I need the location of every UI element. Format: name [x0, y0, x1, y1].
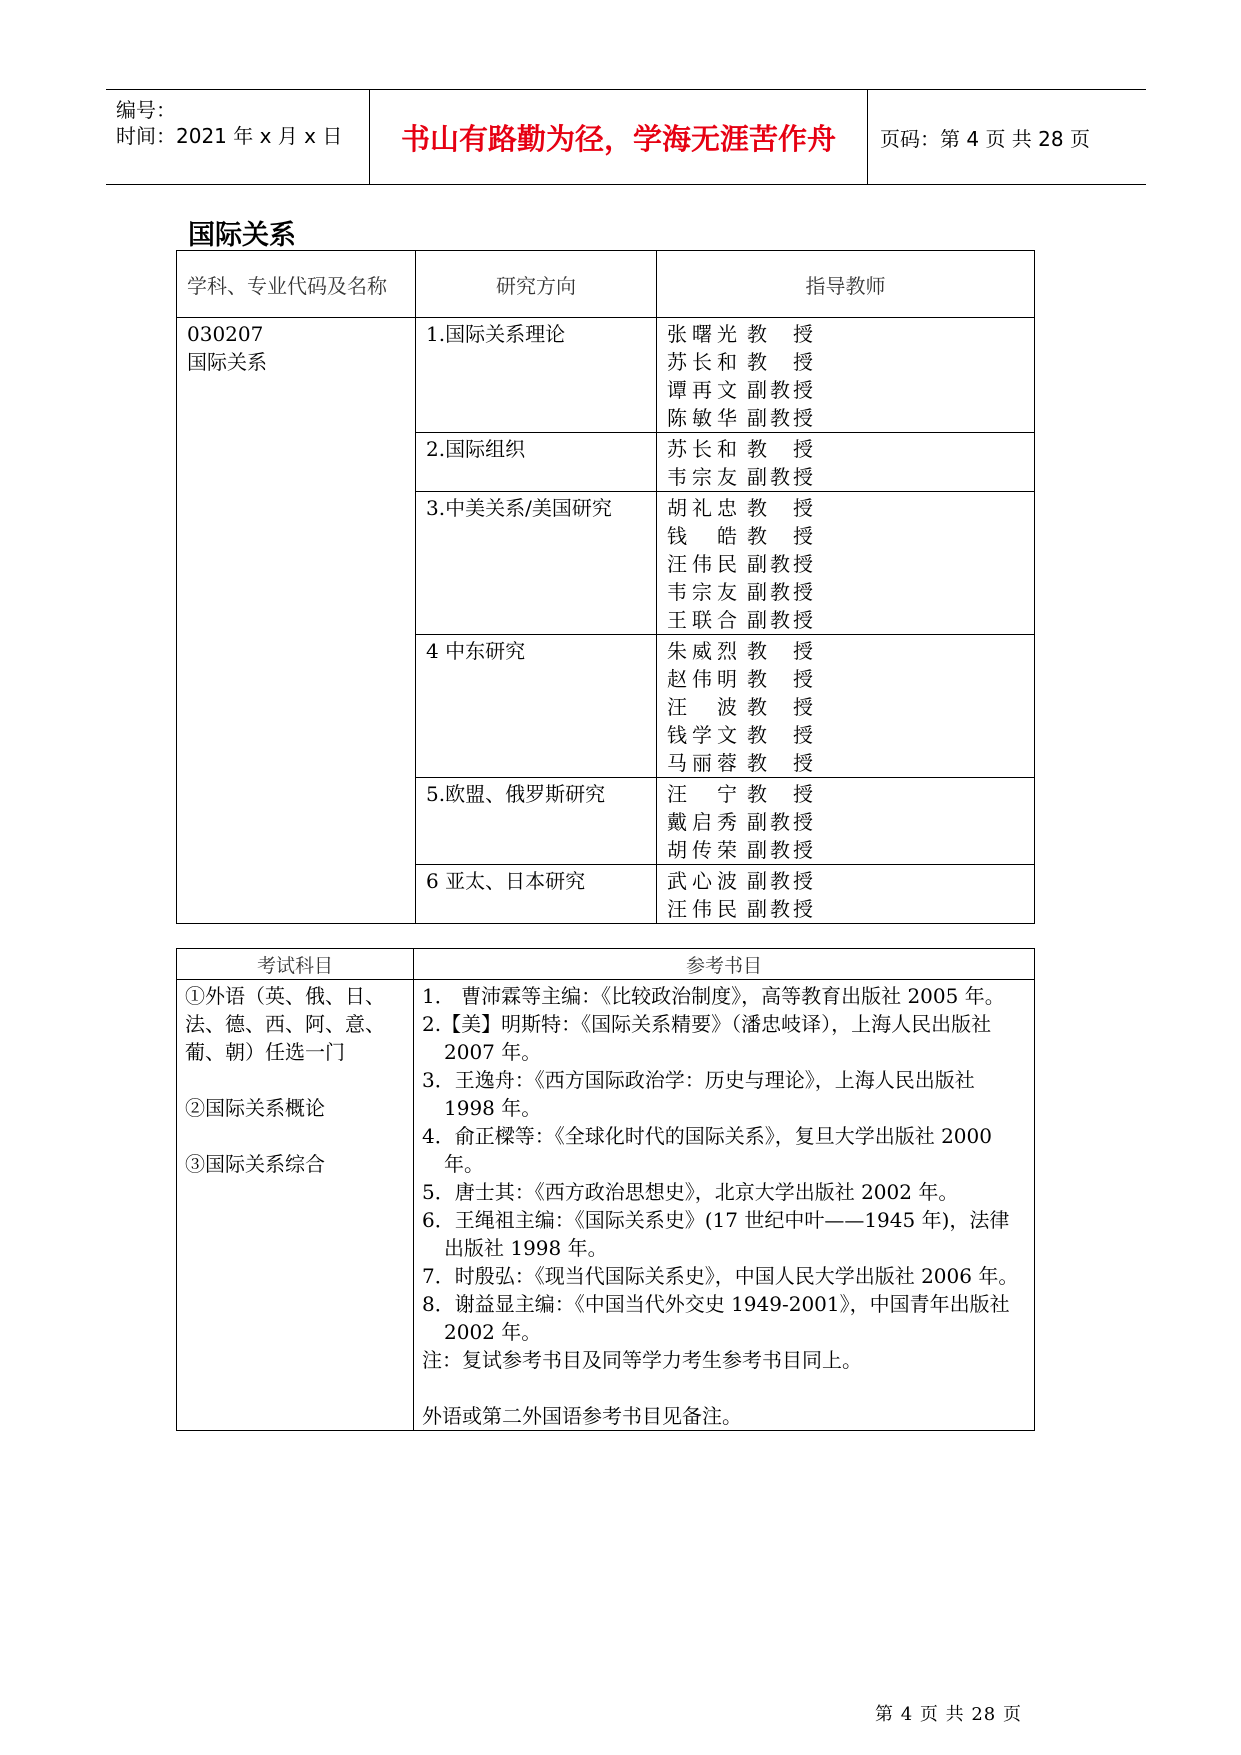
header-advisor: 指导教师: [657, 251, 1035, 318]
advisor-title: 教 授: [747, 751, 813, 775]
advisor-entry: [667, 463, 1024, 491]
advisor-title: 副教授: [747, 608, 813, 632]
advisor-name: 胡礼忠: [667, 496, 737, 520]
advisor-title: 教 授: [747, 695, 813, 719]
header-exam-subjects: 考试科目: [177, 949, 414, 980]
advisor-name: 武心波: [667, 869, 737, 893]
advisor-name: 韦宗友: [667, 465, 737, 489]
subjects-cell: [177, 980, 414, 1431]
foreign-language-note: 外语或第二外国语参考书目见备注。: [422, 1404, 742, 1428]
advisor-entry: [667, 348, 1024, 376]
advisor-name: 谭再文: [667, 378, 737, 402]
advisors-cell: [657, 778, 1035, 865]
advisor-entry: [667, 749, 1024, 777]
advisor-name: 汪伟民: [667, 897, 737, 921]
subject-item: ②国际关系概论: [185, 1096, 325, 1120]
advisor-entry: [667, 320, 1024, 348]
header-references: 参考书目: [414, 949, 1035, 980]
reference-item: 4．俞正樑等：《全球化时代的国际关系》，复旦大学出版社 2000 年。: [422, 1124, 992, 1176]
advisor-title: 副教授: [747, 378, 813, 402]
advisor-name: 汪 波: [667, 695, 737, 719]
advisor-table: [176, 250, 1035, 924]
reference-item: 2.【美】明斯特：《国际关系精要》（潘忠岐译），上海人民出版社 2007 年。: [422, 1012, 992, 1064]
reference-item: 8．谢益显主编：《中国当代外交史 1949-2001》，中国青年出版社 2002 年。: [422, 1292, 1010, 1344]
advisors-cell: [657, 865, 1035, 924]
direction-label: 1.国际关系理论: [416, 318, 657, 433]
direction-label: 6 亚太、日本研究: [416, 865, 657, 924]
advisor-title: 教 授: [747, 350, 813, 374]
advisors-cell: [657, 433, 1035, 492]
advisor-entry: [667, 550, 1024, 578]
subject-item: ①外语（英、俄、日、法、德、西、阿、意、葡、朝）任选一门: [185, 984, 385, 1064]
major-code: 030207: [187, 322, 264, 346]
direction-label: 4 中东研究: [416, 635, 657, 778]
header-page-cell: [868, 90, 1146, 184]
advisor-title: 教 授: [747, 667, 813, 691]
advisor-entry: [667, 376, 1024, 404]
advisor-title: 副教授: [747, 406, 813, 430]
advisor-name: 陈敏华: [667, 406, 737, 430]
advisor-entry: [667, 808, 1024, 836]
advisor-name: 戴启秀: [667, 810, 737, 834]
advisor-name: 钱学文: [667, 723, 737, 747]
advisor-title: 副教授: [747, 897, 813, 921]
advisor-title: 教 授: [747, 723, 813, 747]
advisor-entry: [667, 895, 1024, 923]
advisor-title: 教 授: [747, 782, 813, 806]
advisor-name: 苏长和: [667, 350, 737, 374]
reference-item: 6．王绳祖主编：《国际关系史》(17 世纪中叶——1945 年)，法律出版社 1998 年。: [422, 1208, 1010, 1260]
advisor-name: 朱威烈: [667, 639, 737, 663]
advisors-cell: [657, 318, 1035, 433]
advisor-entry: [667, 867, 1024, 895]
advisor-name: 张曙光: [667, 322, 737, 346]
advisor-title: 副教授: [747, 838, 813, 862]
reference-item: 1． 曹沛霖等主编：《比较政治制度》，高等教育出版社 2005 年。: [422, 984, 1005, 1008]
advisor-title: 教 授: [747, 524, 813, 548]
advisor-entry: [667, 494, 1024, 522]
subject-item: ③国际关系综合: [185, 1152, 325, 1176]
page-header: [106, 89, 1146, 185]
advisor-entry: [667, 522, 1024, 550]
advisor-name: 汪 宁: [667, 782, 737, 806]
advisor-name: 苏长和: [667, 437, 737, 461]
advisor-name: 马丽蓉: [667, 751, 737, 775]
advisor-table-body: [177, 318, 1035, 924]
advisor-entry: [667, 693, 1024, 721]
motto: 书山有路勤为径，学海无涯苦作舟: [400, 121, 836, 156]
advisor-title: 副教授: [747, 580, 813, 604]
direction-label: 3.中美关系/美国研究: [416, 492, 657, 635]
direction-label: 5.欧盟、俄罗斯研究: [416, 778, 657, 865]
advisors-cell: [657, 635, 1035, 778]
advisors-cell: [657, 492, 1035, 635]
advisor-name: 钱 皓: [667, 524, 737, 548]
advisor-title: 教 授: [747, 437, 813, 461]
page-footer: 第 4 页 共 28 页: [875, 1704, 1022, 1725]
major-cell: [177, 318, 416, 924]
reference-item: 3．王逸舟：《西方国际政治学：历史与理论》，上海人民出版社 1998 年。: [422, 1068, 975, 1120]
page-title: 国际关系: [188, 220, 296, 251]
header-info-cell: [106, 90, 370, 184]
reference-item: 7．时殷弘：《现当代国际关系史》，中国人民大学出版社 2006 年。: [422, 1264, 1019, 1288]
advisor-entry: [667, 836, 1024, 864]
direction-label: 2.国际组织: [416, 433, 657, 492]
advisor-title: 教 授: [747, 322, 813, 346]
advisor-name: 韦宗友: [667, 580, 737, 604]
direction-row: [177, 318, 1035, 433]
page-info: 页码：第 4 页 共 28 页: [880, 126, 1090, 151]
major-name: 国际关系: [187, 350, 267, 374]
advisor-title: 副教授: [747, 552, 813, 576]
advisor-entry: [667, 404, 1024, 432]
advisor-table-header: [177, 251, 1035, 318]
reference-item: 5．唐士其：《西方政治思想史》，北京大学出版社 2002 年。: [422, 1180, 959, 1204]
advisor-entry: [667, 578, 1024, 606]
advisor-entry: [667, 665, 1024, 693]
advisor-title: 教 授: [747, 496, 813, 520]
advisor-name: 赵伟明: [667, 667, 737, 691]
references-cell: [414, 980, 1035, 1431]
exam-table-row: [177, 980, 1035, 1431]
time-label: 时间：2021 年 x 月 x 日: [116, 124, 343, 148]
advisor-title: 教 授: [747, 639, 813, 663]
advisor-name: 王联合: [667, 608, 737, 632]
advisor-entry: [667, 721, 1024, 749]
advisor-title: 副教授: [747, 869, 813, 893]
advisor-entry: [667, 435, 1024, 463]
advisor-title: 副教授: [747, 810, 813, 834]
header-motto-cell: [370, 90, 868, 184]
advisor-name: 汪伟民: [667, 552, 737, 576]
advisor-entry: [667, 606, 1024, 634]
advisor-title: 副教授: [747, 465, 813, 489]
header-major: 学科、专业代码及名称: [177, 251, 416, 318]
advisor-name: 胡传荣: [667, 838, 737, 862]
exam-table: [176, 948, 1035, 1431]
advisor-entry: [667, 780, 1024, 808]
header-direction: 研究方向: [416, 251, 657, 318]
reference-note: 注：复试参考书目及同等学力考生参考书目同上。: [422, 1348, 862, 1372]
exam-table-header: [177, 949, 1035, 980]
number-label: 编号：: [116, 98, 176, 122]
advisor-entry: [667, 637, 1024, 665]
